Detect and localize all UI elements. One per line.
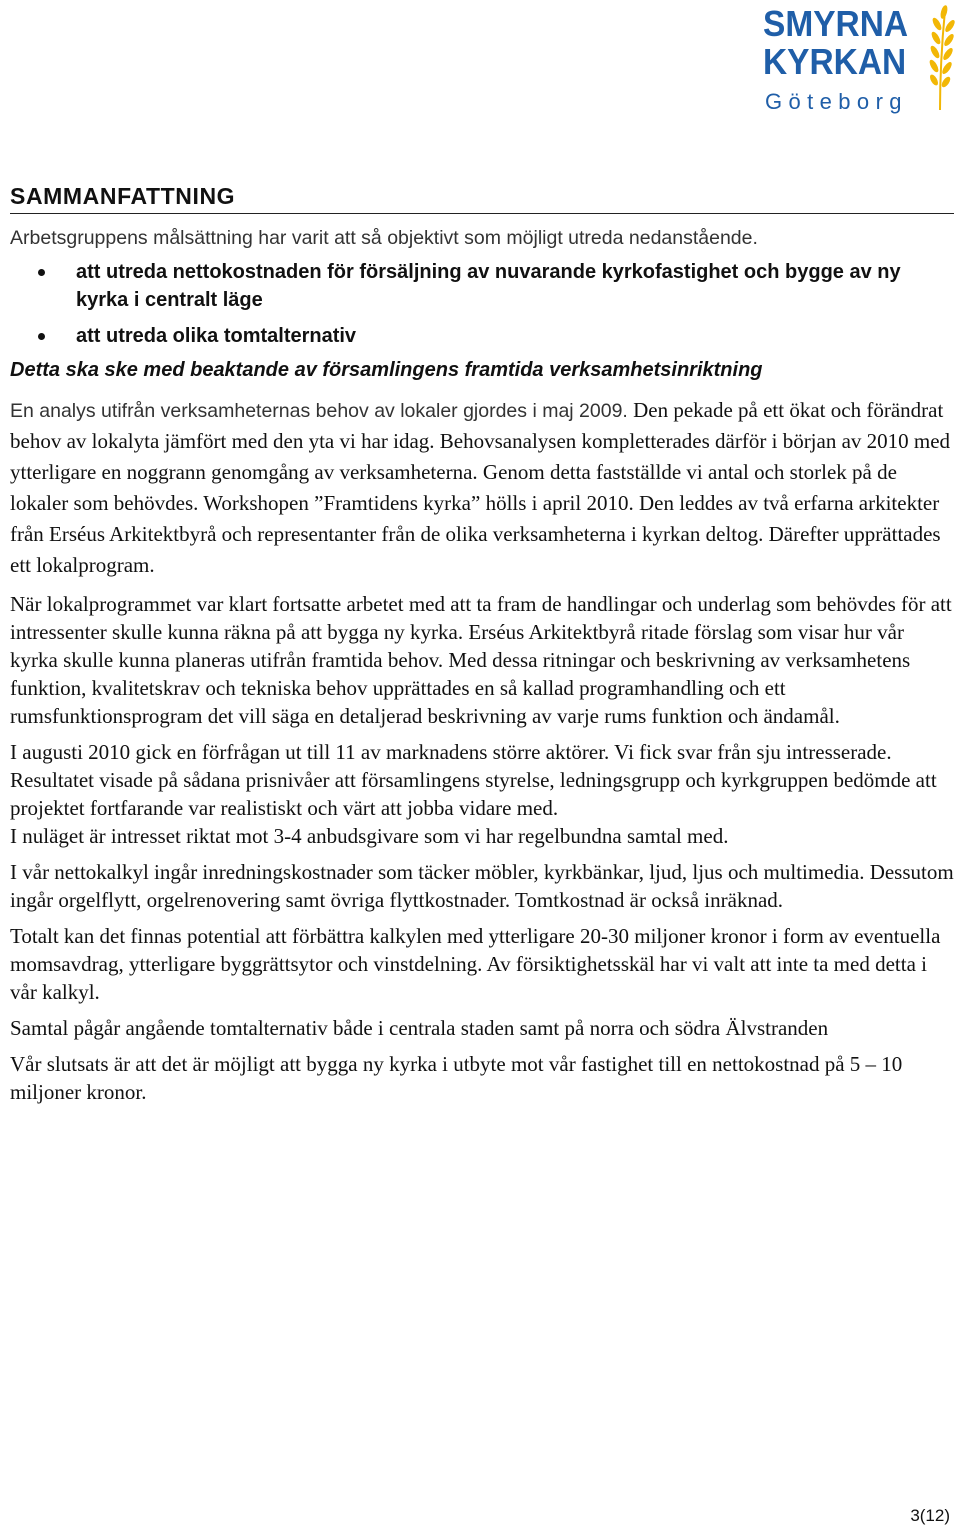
para1-part-f: Den leddes av två erfarna arkitekter från Erséus Arkitektbyrå och representanter från de olika verksamheterna i kyrkan deltog. Därefter upprättades ett lokalprogram. xyxy=(10,491,941,577)
bullet-icon xyxy=(38,333,45,340)
logo-text-line2: KYRKAN xyxy=(763,41,907,82)
para1-part-b: Den pekade på ett ökat och förändrat behov av lokalyta jämfört med den yta vi har idag. xyxy=(10,398,944,453)
para1-part-d: Genom detta fastställde vi antal och storlek på de lokaler som behövdes. xyxy=(10,460,897,515)
para1-part-c: Behovsanalysen kompletterades därför i början av 2010 med ytterligare en noggrann genomgång av verksamheterna. xyxy=(10,429,951,484)
section-heading: SAMMANFATTNING xyxy=(10,182,954,214)
list-item xyxy=(10,258,954,314)
logo-text-line3: Göteborg xyxy=(765,89,908,114)
paragraph-site-talks: Samtal pågår angående tomtalternativ både i centrala staden samt på norra och södra Älvstranden xyxy=(10,1016,829,1040)
bullet-icon xyxy=(38,269,45,276)
list-item-text: att utreda nettokostnaden för försäljning av nuvarande kyrkofastighet och bygge av ny kyrka i centralt läge xyxy=(76,261,901,311)
paragraph-conclusion: Vår slutsats är att det är möjligt att bygga ny kyrka i utbyte mot vår fastighet till en nettokostnad på 5 – 10 miljoner kronor. xyxy=(10,1052,903,1104)
para1-part-a: En analys utifrån verksamheternas behov av lokaler gjordes i maj 2009. xyxy=(10,400,628,422)
logo xyxy=(757,2,957,120)
list-item xyxy=(10,322,954,350)
paragraph-net-calculation: I vår nettokalkyl ingår inredningskostnader som täcker möbler, kyrkbänkar, ljud, ljus och multimedia. Dessutom ingår orgelflytt, orgelrenovering samt övriga flyttkostnader. Tomtkostnad är också inräknad. xyxy=(10,860,954,912)
emphasis-statement: Detta ska ske med beaktande av församlingens framtida verksamhetsinriktning xyxy=(10,359,763,381)
document-body xyxy=(10,224,954,1114)
bullet-list xyxy=(10,258,954,350)
paragraph-program: När lokalprogrammet var klart fortsatte arbetet med att ta fram de handlingar och underlag som behövdes för att intressenter skulle kunna räkna på att bygga ny kyrka. Erséus Arkitektbyrå ritade förslag som visar hur vår kyrka skulle kunna planeras utifrån framtida behov. Med dessa ritningar och beskrivning av verksamhetens funktion, kvalitetskrav och tekniska behov upprättades en så kallad programhandling och ett rumsfunktionsprogram det vill säga en detaljerad beskrivning av varje rums funktion och ändamål. xyxy=(10,592,952,728)
paragraph-inquiry: I augusti 2010 gick en förfrågan ut till 11 av marknadens större aktörer. Vi fick svar från sju intresserade. Resultatet visade på sådana prisnivåer att församlingens styrelse, ledningsgrupp och kyrkgruppen bedömde att projektet fortfarande var realistiskt och värt att jobba vidare med. xyxy=(10,740,937,820)
logo-text-line1: SMYRNA xyxy=(763,3,909,44)
list-item-text: att utreda olika tomtalternativ xyxy=(76,325,357,347)
paragraph-analysis xyxy=(10,396,954,582)
page-number: 3(12) xyxy=(910,1506,950,1525)
wheat-icon xyxy=(923,2,957,112)
paragraph-current-status: I nuläget är intresset riktat mot 3-4 anbudsgivare som vi har regelbundna samtal med. xyxy=(10,824,729,848)
para1-part-e: Workshopen ”Framtidens kyrka” hölls i april 2010. xyxy=(198,491,634,515)
paragraph-potential: Totalt kan det finnas potential att förbättra kalkylen med ytterligare 20-30 miljoner kronor i form av eventuella momsavdrag, ytterligare byggrättsytor och vinstdelning. Av försiktighetsskäl har vi valt att inte ta med detta i vår kalkyl. xyxy=(10,924,941,1004)
intro-text: Arbetsgruppens målsättning har varit att så objektivt som möjligt utreda nedanstående. xyxy=(10,227,758,249)
